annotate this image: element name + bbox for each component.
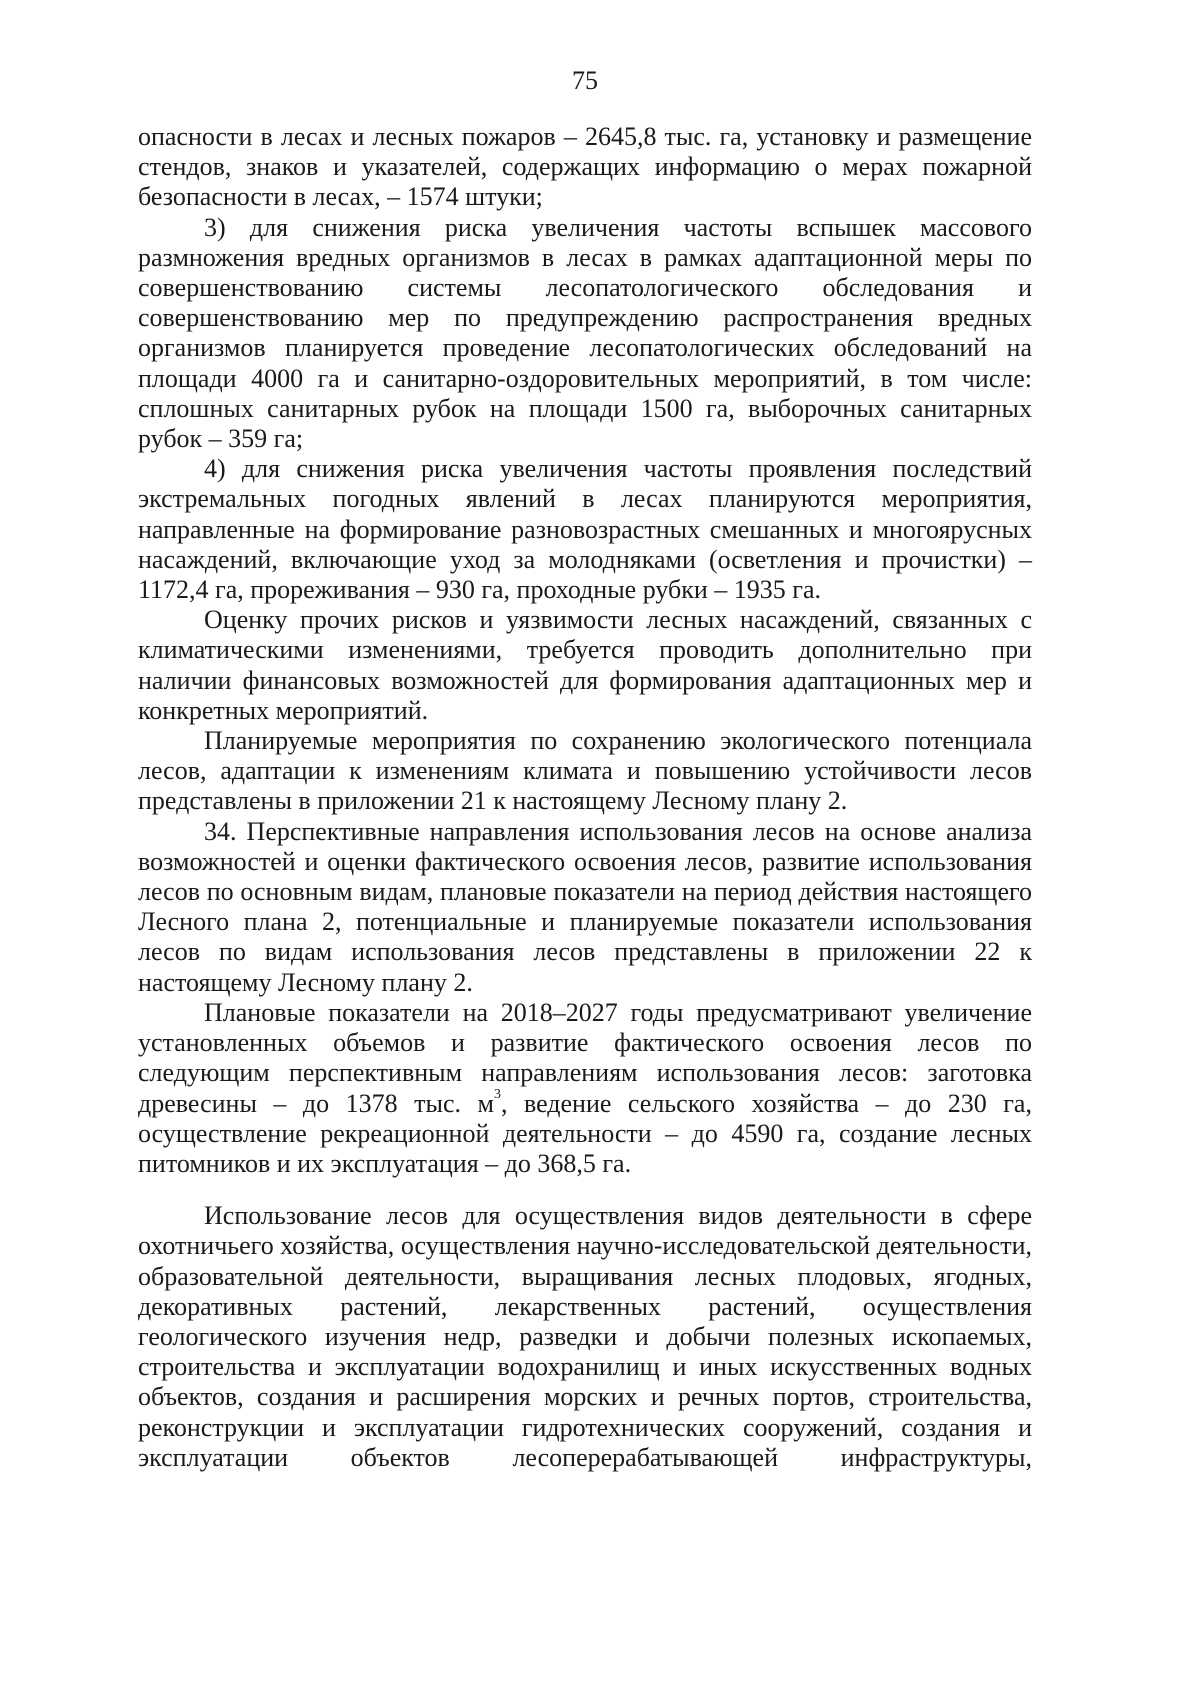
paragraph: 4) для снижения риска увеличения частоты проявления последствий экстремальных погодных явлений в лесах планируются мероприятия, направленные на формирование разновозрастных смешанных и многоярусных насаждений, включающие уход за молодняками (осветления и прочистки) – 1172,4 га, прореживания – 930 га, проходные рубки – 1935 га. [138, 454, 1032, 605]
paragraph: Планируемые мероприятия по сохранению экологического потенциала лесов, адаптации к изменениям климата и повышению устойчивости лесов представлены в приложении 21 к настоящему Лесному плану 2. [138, 726, 1032, 816]
paragraph: Использование лесов для осуществления видов деятельности в сфере охотничьего хозяйства, осуществления научно-исследовательской деятельности, образовательной деятельности, выращивания лесных плодовых, ягодных, декоративных растений, лекарственных растений, осуществления геологического изучения недр, разведки и добычи полезных ископаемых, строительства и эксплуатации водохранилищ и иных искусственных водных объектов, создания и расширения морских и речных портов, строительства, реконструкции и эксплуатации гидротехнических сооружений, создания и эксплуатации объектов лесоперерабатывающей инфраструктуры, [138, 1201, 1032, 1472]
paragraph-text: Плановые показатели на 2018–2027 годы предусматривают увеличение установленных объемов и развитие фактического освоения лесов по следующим перспективным направлениям использования лесов: заготовка древесины – до 1378 тыс. м [138, 997, 1032, 1118]
paragraph: 34. Перспективные направления использования лесов на основе анализа возможностей и оценки фактического освоения лесов, развитие использования лесов по основным видам, плановые показатели на период действия настоящего Лесного плана 2, потенциальные и планируемые показатели использования лесов по видам использования лесов представлены в приложении 22 к настоящему Лесному плану 2. [138, 816, 1032, 997]
paragraph: Оценку прочих рисков и уязвимости лесных насаждений, связанных с климатическими изменениями, требуется проводить дополнительно при наличии финансовых возможностей для формирования адаптационных мер и конкретных мероприятий. [138, 605, 1032, 725]
page-number: 75 [572, 66, 598, 95]
paragraph: опасности в лесах и лесных пожаров – 2645,8 тыс. га, установку и размещение стендов, знаков и указателей, содержащих информацию о мерах пожарной безопасности в лесах, – 1574 штуки; [138, 122, 1032, 212]
paragraph: 3) для снижения риска увеличения частоты вспышек массового размножения вредных организмов в лесах в рамках адаптационной меры по совершенствованию системы лесопатологического обследования и совершенствованию мер по предупреждению распространения вредных организмов планируется проведение лесопатологических обследований на площади 4000 га и санитарно-оздоровительных мероприятий, в том числе: сплошных санитарных рубок на площади 1500 га, выборочных санитарных рубок – 359 га; [138, 212, 1032, 454]
document-body [138, 122, 1032, 1473]
paragraph-with-superscript [138, 998, 1032, 1179]
superscript: 3 [493, 1086, 501, 1102]
paragraph-text: , ведение сельского хозяйства – до 230 га, осуществление рекреационной деятельности – до 4590 га, создание лесных питомников и их эксплуатация – до 368,5 га. [138, 1088, 1032, 1178]
